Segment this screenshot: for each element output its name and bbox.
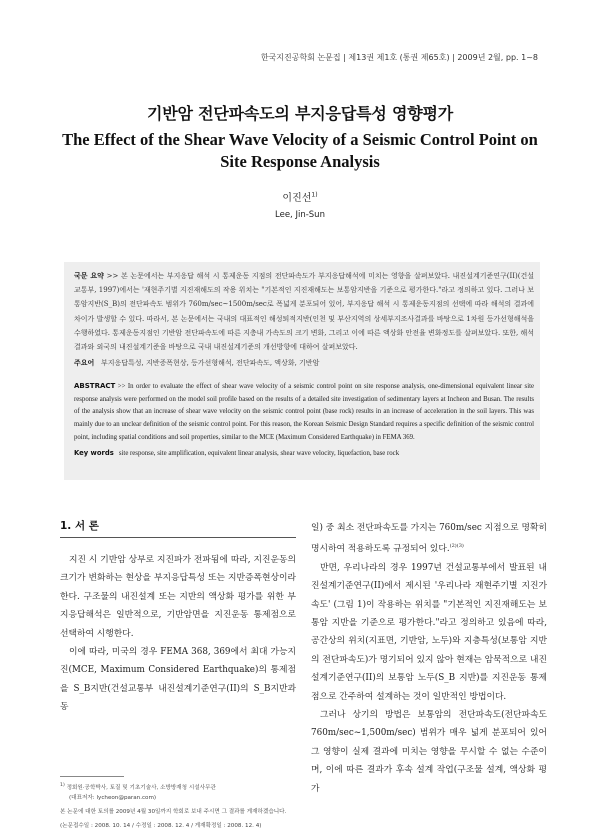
- running-header: 한국지진공학회 논문집 | 제13권 제1호 (통권 제65호) | 2009년 2월, pp. 1~8: [260, 53, 538, 62]
- keywords-english-label: Key words: [74, 449, 114, 458]
- body-left-column: [60, 551, 296, 717]
- author-english: Lee, Jin-Sun: [275, 210, 325, 220]
- author-name-korean: 이진선: [282, 193, 312, 204]
- body-paragraph: 이에 따라, 미국의 경우 FEMA 368, 369에서 최대 가능지진(MCE, Maximum Considered Earthquake)의 통제점을 S_B지반(건설교통부 내진설계기준연구(II)의 S_B지반과 동: [60, 647, 296, 713]
- body-paragraph: 반면, 우리나라의 경우 1997년 건설교통부에서 발표된 내진설계기준연구(II)에서 제시된 '우리나라 재현주기별 지진가속도' (그림 1)이 작용하는 위치를 "기본적인 지진재해도는 보통암 지반을 기준으로 평가한다."라고 정의하고 있음에 따라, 공간상의 위치(지표면, 기반암, 노두)와 지층특성(보통암 지반의 전단파속도)가 명기되어 있지 않아 현재는 암묵적으로 내진설계기준연구(II)의 보통암 노두(S_B 지반)를 지진운동 통제점으로 간주하여 설계하는 것이 일반적인 방법이다.: [311, 562, 547, 702]
- body-paragraph: 지진 시 기반암 상부로 지진파가 전파됨에 따라, 지진운동의 크기가 변화하는 현상을 부지응답특성 또는 지반증폭현상이라 한다. 구조물의 내진설계 또는 지반의 액상화 평가를 위한 부지응답해석은 일반적으로, 기반암면을 지진운동 통제점으로 선택하여 시행한다.: [60, 555, 296, 639]
- section-number: 1.: [60, 520, 72, 532]
- footnote-marker: 1): [60, 783, 65, 788]
- keywords-english-text: site response, site amplification, equivalent linear analysis, shear wave velocity, liquefaction, base rock: [118, 450, 400, 458]
- footnote-rule: [60, 776, 124, 777]
- abstract-box: [64, 262, 540, 480]
- footnote-representative: (대표저자: lycheon@paran.com): [69, 795, 157, 802]
- section-title: 서 론: [74, 520, 99, 532]
- title-korean: 기반암 전단파속도의 부지응답특성 영향평가: [147, 104, 453, 123]
- abstract-english-text: In order to evaluate the effect of shear wave velocity of a seismic control point on site response analysis, one-dimensional equivalent linear site response analysis were performed on the model soil profile based on the results of a detailed site investigation of sedimentary layers at Incheon and Busan. The results of the analysis show that an increase of shear wave velocity on the seismic control point (base rock) results in an increase of acceleration in the soil layers. This was mainly due to an unclear definition of the seismic control point. For this reason, the Korean Seismic Design Standard requires a specific definition of the seismic control point, including spatial conditions and soil properties, similar to the MCE (Maximum Considered Earthquake) in FEMA 369.: [74, 383, 534, 441]
- abstract-korean-text: 본 논문에서는 부지응답 해석 시 통제운동 지점의 전단파속도가 부지응답해석에 미치는 영향을 살펴보았다. 내진설계기준연구(II)(건설교통부, 1997)에서는 '재현주기별 지진재해도의 작용 위치는 "기본적인 지진재해도는 보통암지반을 기준으로 평가한다."라고 정의하고 있다. 그러나 보통암지반(S_B)의 전단파속도 범위가 760m/sec~1500m/sec로 폭넓게 분포되어 있어, 부지응답 해석 시 통제운동지점의 선택에 따라 해석의 결과에 차이가 발생할 수 있다. 따라서, 본 논문에서는 국내의 대표적인 해성퇴적지반(인천 및 부산지역의 상세부지조사결과를 바탕으로 1차원 등가선형해석을 수행하였다. 통제운동지점인 기반암 전단파속도에 따른 지층내 가속도의 크기 변화, 그리고 이에 따른 액상화 안전율 변화정도를 살펴보았다. 또한, 해석결과와 외국의 내진설계기준을 바탕으로 국내 내진설계기준의 개선방향에 대하여 살펴보았다.: [74, 272, 534, 352]
- abstract-english-arrow: >>: [117, 383, 126, 391]
- author-korean: [0, 189, 600, 204]
- body-paragraph: 그러나 상기의 방법은 보통암의 전단파속도(전단파속도 760m/sec~1,500m/sec) 범위가 매우 넓게 분포되어 있어 그 영향이 실제 결과에 미치는 영향을 무시할 수 없는 수준이며, 이에 따른 결과가 후속 설계 작업(구조물 설계, 액상화 평가: [311, 709, 547, 794]
- body-paragraph-continued: [311, 519, 547, 559]
- abstract-korean-arrow: >>: [106, 272, 119, 280]
- body-paragraph-continued-text: 일) 중 최소 전단파속도를 가지는 760m/sec 지점으로 명확히 명시하여 적용하도록 규정되어 있다.: [311, 523, 547, 555]
- reference-marker: (2)(3): [449, 543, 464, 550]
- keywords-korean-label: 주요어: [74, 359, 95, 368]
- footnotes: [60, 781, 296, 831]
- author-footnote-marker: 1): [311, 191, 318, 199]
- keywords-korean: [74, 358, 534, 368]
- footnote-discussion: 본 논문에 대한 토의를 2009년 4월 30일까지 학회로 보내 주시면 그 결과를 게재하겠습니다.: [60, 809, 287, 816]
- abstract-english: [74, 380, 534, 444]
- body-right-column: [311, 519, 547, 798]
- abstract-korean: [74, 269, 534, 354]
- keywords-english: [74, 449, 534, 457]
- section-heading: [60, 518, 99, 533]
- title-english: The Effect of the Shear Wave Velocity of a Seismic Control Point on Site Response Analysis: [62, 130, 538, 171]
- footnote-affiliation-text: 정회원·공학박사, 토질 및 기초기술사, 소방방재청 시설사무관: [66, 784, 216, 791]
- footnote-dates: (논문접수일 : 2008. 10. 14 / 수정일 : 2008. 12. 4 / 게재확정일 : 2008. 12. 4): [60, 822, 262, 829]
- keywords-korean-text: 부지응답특성, 지반증폭현상, 등가선형해석, 전단파속도, 액상화, 기반암: [100, 359, 320, 368]
- footnote-affiliation: [60, 781, 296, 793]
- abstract-korean-label: 국문 요약: [74, 272, 104, 280]
- abstract-english-label: ABSTRACT: [74, 382, 116, 391]
- section-heading-rule: [60, 537, 296, 538]
